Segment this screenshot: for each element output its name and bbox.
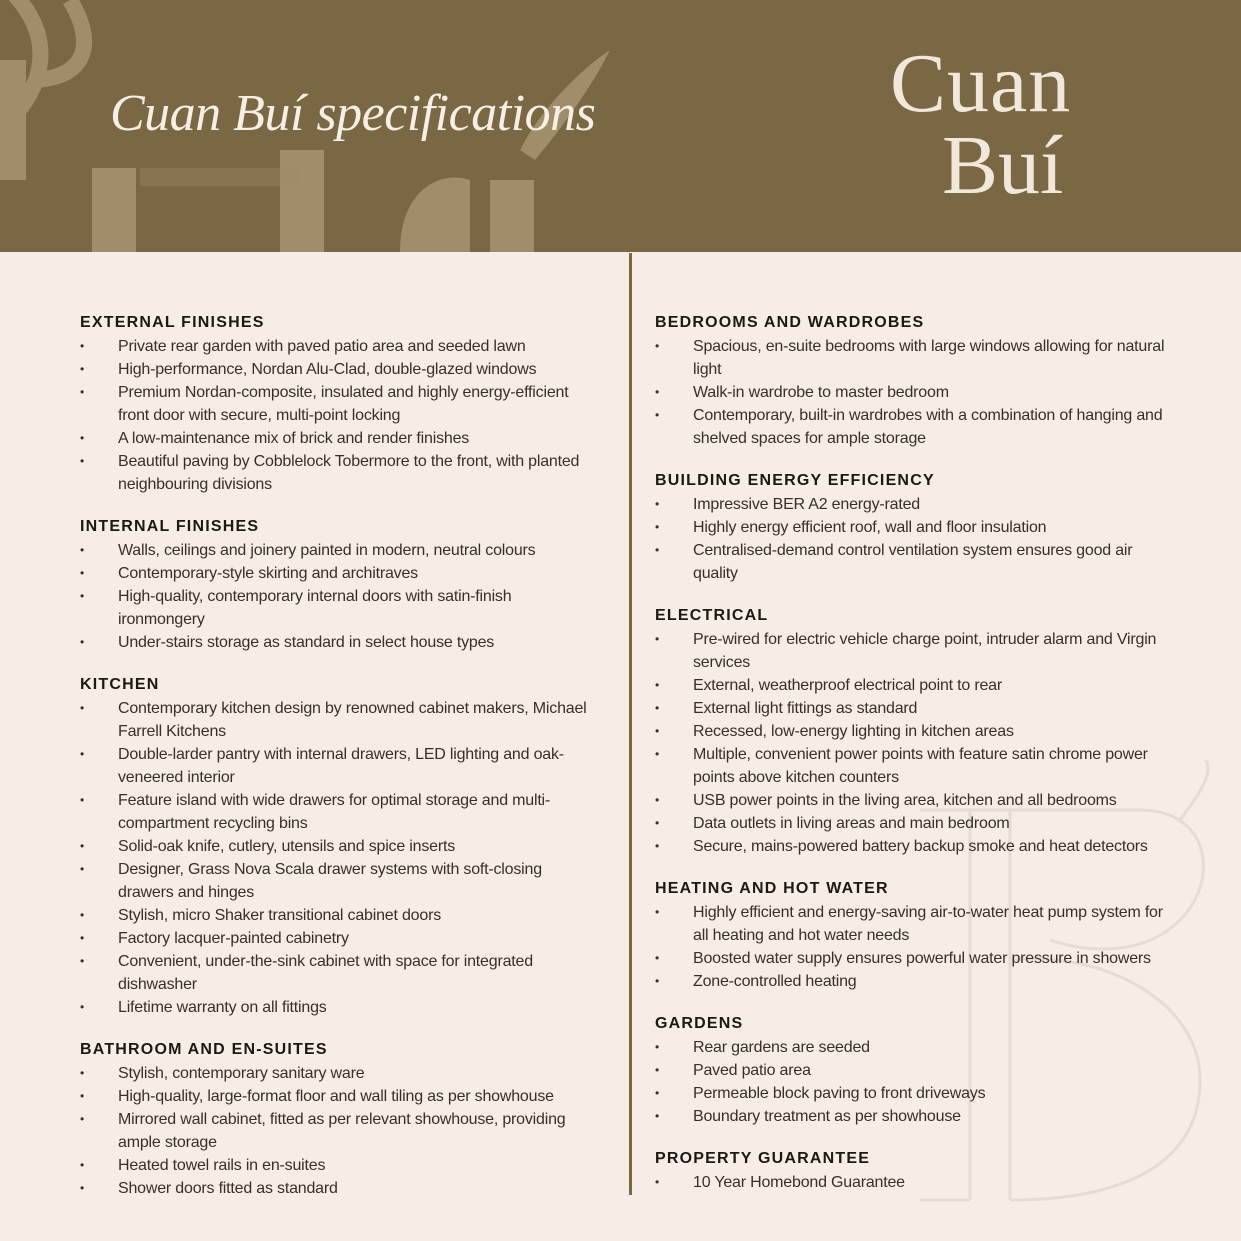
bullet-icon: • bbox=[655, 1063, 660, 1077]
spec-item-text: Factory lacquer-painted cabinetry bbox=[118, 930, 349, 947]
spec-section bbox=[80, 1039, 600, 1200]
bullet-icon: • bbox=[655, 839, 660, 853]
section-heading: BEDROOMS AND WARDROBES bbox=[655, 314, 925, 331]
spec-item-text: USB power points in the living area, kitchen and all bedrooms bbox=[693, 792, 1117, 809]
bullet-icon: • bbox=[655, 339, 660, 353]
spec-item bbox=[655, 628, 1175, 674]
spec-list bbox=[655, 901, 1175, 993]
bullet-icon: • bbox=[80, 1066, 85, 1080]
brand-logo bbox=[880, 38, 1140, 218]
spec-item-text: Designer, Grass Nova Scala drawer systems with soft-closing drawers and hinges bbox=[118, 861, 542, 901]
spec-item-text: Walls, ceilings and joinery painted in modern, neutral colours bbox=[118, 542, 536, 559]
spec-section bbox=[655, 1148, 1175, 1194]
bullet-icon: • bbox=[80, 635, 85, 649]
spec-item-text: Zone-controlled heating bbox=[693, 973, 857, 990]
spec-item-text: Mirrored wall cabinet, fitted as per relevant showhouse, providing ample storage bbox=[118, 1111, 566, 1151]
spec-item bbox=[80, 1154, 600, 1177]
spec-item-text: Beautiful paving by Cobblelock Tobermore to the front, with planted neighbouring divisions bbox=[118, 453, 580, 493]
header-band bbox=[0, 0, 1241, 252]
spec-item bbox=[655, 835, 1175, 858]
bullet-icon: • bbox=[655, 543, 660, 557]
section-heading: KITCHEN bbox=[80, 676, 160, 693]
bullet-icon: • bbox=[80, 339, 85, 353]
spec-item-text: High-quality, contemporary internal doors with satin-finish ironmongery bbox=[118, 588, 512, 628]
spec-item bbox=[655, 743, 1175, 789]
bullet-icon: • bbox=[655, 816, 660, 830]
spec-item bbox=[80, 789, 600, 835]
bullet-icon: • bbox=[80, 454, 85, 468]
section-heading: EXTERNAL FINISHES bbox=[80, 314, 265, 331]
logo-line-1: Cuan bbox=[890, 37, 1072, 130]
spec-item-text: Rear gardens are seeded bbox=[693, 1039, 870, 1056]
page-title: Cuan Buí specifications bbox=[110, 85, 596, 142]
spec-item bbox=[655, 697, 1175, 720]
spec-item bbox=[80, 904, 600, 927]
spec-item-text: Data outlets in living areas and main bedroom bbox=[693, 815, 1010, 832]
spec-item-text: 10 Year Homebond Guarantee bbox=[693, 1174, 905, 1191]
spec-item bbox=[80, 858, 600, 904]
spec-item bbox=[80, 1085, 600, 1108]
bullet-icon: • bbox=[80, 839, 85, 853]
spec-item-text: A low-maintenance mix of brick and render finishes bbox=[118, 430, 470, 447]
section-heading: BATHROOM AND EN-SUITES bbox=[80, 1041, 328, 1058]
bullet-icon: • bbox=[80, 954, 85, 968]
spec-item bbox=[80, 743, 600, 789]
spec-item bbox=[655, 1082, 1175, 1105]
spec-item-text: Spacious, en-suite bedrooms with large windows allowing for natural light bbox=[693, 338, 1165, 378]
bullet-icon: • bbox=[655, 632, 660, 646]
spec-item bbox=[655, 539, 1175, 585]
spec-item bbox=[655, 1059, 1175, 1082]
bullet-icon: • bbox=[80, 385, 85, 399]
spec-item bbox=[80, 697, 600, 743]
spec-item bbox=[655, 789, 1175, 812]
bullet-icon: • bbox=[655, 520, 660, 534]
spec-item-text: External light fittings as standard bbox=[693, 700, 918, 717]
column-divider bbox=[629, 253, 632, 1195]
spec-item-text: Solid-oak knife, cutlery, utensils and spice inserts bbox=[118, 838, 456, 855]
spec-item-text: Multiple, convenient power points with feature satin chrome power points above kitchen counters bbox=[693, 746, 1148, 786]
spec-list bbox=[80, 697, 600, 1019]
bullet-icon: • bbox=[80, 543, 85, 557]
bullet-icon: • bbox=[655, 701, 660, 715]
bullet-icon: • bbox=[655, 974, 660, 988]
spec-item bbox=[655, 1036, 1175, 1059]
spec-section bbox=[80, 674, 600, 1019]
spec-list bbox=[655, 1171, 1175, 1194]
spec-item bbox=[655, 674, 1175, 697]
bullet-icon: • bbox=[80, 1089, 85, 1103]
spec-item-text: Centralised-demand control ventilation system ensures good air quality bbox=[693, 542, 1133, 582]
spec-item bbox=[655, 720, 1175, 743]
spec-item bbox=[80, 996, 600, 1019]
bullet-icon: • bbox=[80, 1000, 85, 1014]
spec-list bbox=[80, 1062, 600, 1200]
spec-item-text: Convenient, under-the-sink cabinet with space for integrated dishwasher bbox=[118, 953, 533, 993]
spec-item bbox=[655, 404, 1175, 450]
left-column bbox=[80, 312, 600, 1220]
bullet-icon: • bbox=[80, 908, 85, 922]
bullet-icon: • bbox=[655, 793, 660, 807]
section-heading: HEATING AND HOT WATER bbox=[655, 880, 889, 897]
spec-section bbox=[655, 312, 1175, 450]
spec-item bbox=[655, 947, 1175, 970]
spec-item bbox=[80, 631, 600, 654]
spec-item-text: High-quality, large-format floor and wall tiling as per showhouse bbox=[118, 1088, 554, 1105]
spec-item-text: Contemporary kitchen design by renowned cabinet makers, Michael Farrell Kitchens bbox=[118, 700, 587, 740]
spec-list bbox=[655, 493, 1175, 585]
section-heading: PROPERTY GUARANTEE bbox=[655, 1150, 871, 1167]
spec-item-text: Permeable block paving to front driveways bbox=[693, 1085, 986, 1102]
spec-section bbox=[80, 312, 600, 496]
spec-item bbox=[80, 1177, 600, 1200]
spec-item-text: Contemporary-style skirting and architraves bbox=[118, 565, 418, 582]
bullet-icon: • bbox=[655, 724, 660, 738]
bullet-icon: • bbox=[80, 862, 85, 876]
section-heading: INTERNAL FINISHES bbox=[80, 518, 260, 535]
spec-item-text: Lifetime warranty on all fittings bbox=[118, 999, 327, 1016]
spec-item-text: Under-stairs storage as standard in select house types bbox=[118, 634, 495, 651]
spec-item-text: Double-larder pantry with internal drawers, LED lighting and oak-veneered interior bbox=[118, 746, 564, 786]
bullet-icon: • bbox=[655, 905, 660, 919]
bullet-icon: • bbox=[655, 497, 660, 511]
bullet-icon: • bbox=[80, 1158, 85, 1172]
bullet-icon: • bbox=[80, 1181, 85, 1195]
bullet-icon: • bbox=[80, 931, 85, 945]
spec-item bbox=[80, 835, 600, 858]
spec-item-text: Paved patio area bbox=[693, 1062, 811, 1079]
spec-item bbox=[80, 585, 600, 631]
bullet-icon: • bbox=[80, 747, 85, 761]
spec-item bbox=[655, 1105, 1175, 1128]
spec-item-text: Highly efficient and energy-saving air-to-water heat pump system for all heating and hot water needs bbox=[693, 904, 1163, 944]
spec-item-text: Boundary treatment as per showhouse bbox=[693, 1108, 961, 1125]
spec-section bbox=[80, 516, 600, 654]
spec-item-text: Pre-wired for electric vehicle charge point, intruder alarm and Virgin services bbox=[693, 631, 1157, 671]
bullet-icon: • bbox=[80, 566, 85, 580]
spec-item-text: External, weatherproof electrical point to rear bbox=[693, 677, 1002, 694]
spec-item-text: Stylish, contemporary sanitary ware bbox=[118, 1065, 365, 1082]
section-heading: BUILDING ENERGY EFFICIENCY bbox=[655, 472, 935, 489]
section-heading: GARDENS bbox=[655, 1015, 744, 1032]
spec-section bbox=[655, 878, 1175, 993]
bullet-icon: • bbox=[655, 385, 660, 399]
spec-item bbox=[80, 562, 600, 585]
spec-item bbox=[655, 901, 1175, 947]
spec-item-text: Shower doors fitted as standard bbox=[118, 1180, 338, 1197]
spec-list bbox=[80, 539, 600, 654]
spec-item-text: Impressive BER A2 energy-rated bbox=[693, 496, 920, 513]
bullet-icon: • bbox=[80, 701, 85, 715]
spec-item-text: Private rear garden with paved patio area and seeded lawn bbox=[118, 338, 526, 355]
spec-list bbox=[80, 335, 600, 496]
spec-item bbox=[80, 1108, 600, 1154]
spec-item bbox=[80, 358, 600, 381]
bullet-icon: • bbox=[655, 951, 660, 965]
spec-item-text: Feature island with wide drawers for optimal storage and multi-compartment recycling bins bbox=[118, 792, 551, 832]
spec-item bbox=[80, 450, 600, 496]
bullet-icon: • bbox=[80, 362, 85, 376]
spec-list bbox=[655, 1036, 1175, 1128]
spec-item bbox=[655, 812, 1175, 835]
bullet-icon: • bbox=[655, 747, 660, 761]
spec-item-text: Boosted water supply ensures powerful water pressure in showers bbox=[693, 950, 1151, 967]
spec-section bbox=[655, 1013, 1175, 1128]
bullet-icon: • bbox=[655, 1109, 660, 1123]
bullet-icon: • bbox=[655, 1086, 660, 1100]
spec-item bbox=[655, 1171, 1175, 1194]
spec-item-text: Heated towel rails in en-suites bbox=[118, 1157, 326, 1174]
spec-item-text: Stylish, micro Shaker transitional cabinet doors bbox=[118, 907, 441, 924]
spec-section bbox=[655, 605, 1175, 858]
bullet-icon: • bbox=[80, 793, 85, 807]
spec-item bbox=[655, 516, 1175, 539]
spec-item bbox=[80, 950, 600, 996]
bullet-icon: • bbox=[655, 1175, 660, 1189]
spec-list bbox=[655, 628, 1175, 858]
spec-item-text: High-performance, Nordan Alu-Clad, double-glazed windows bbox=[118, 361, 537, 378]
spec-item bbox=[655, 335, 1175, 381]
spec-item bbox=[655, 970, 1175, 993]
spec-item bbox=[655, 493, 1175, 516]
spec-item bbox=[655, 381, 1175, 404]
bullet-icon: • bbox=[655, 1040, 660, 1054]
bullet-icon: • bbox=[80, 1112, 85, 1126]
spec-item bbox=[80, 335, 600, 358]
right-column bbox=[655, 312, 1175, 1214]
section-heading: ELECTRICAL bbox=[655, 607, 769, 624]
spec-item bbox=[80, 927, 600, 950]
spec-list bbox=[655, 335, 1175, 450]
spec-item bbox=[80, 381, 600, 427]
logo-line-2: Buí bbox=[942, 119, 1064, 212]
spec-item-text: Premium Nordan-composite, insulated and highly energy-efficient front door with secure, multi-point locking bbox=[118, 384, 569, 424]
spec-item-text: Walk-in wardrobe to master bedroom bbox=[693, 384, 949, 401]
bullet-icon: • bbox=[80, 589, 85, 603]
spec-item-text: Secure, mains-powered battery backup smoke and heat detectors bbox=[693, 838, 1148, 855]
bullet-icon: • bbox=[655, 408, 660, 422]
spec-item bbox=[80, 539, 600, 562]
spec-section bbox=[655, 470, 1175, 585]
spec-item-text: Highly energy efficient roof, wall and floor insulation bbox=[693, 519, 1047, 536]
spec-item bbox=[80, 1062, 600, 1085]
bullet-icon: • bbox=[655, 678, 660, 692]
bullet-icon: • bbox=[80, 431, 85, 445]
spec-item-text: Contemporary, built-in wardrobes with a combination of hanging and shelved spaces for ample storage bbox=[693, 407, 1163, 447]
spec-item-text: Recessed, low-energy lighting in kitchen areas bbox=[693, 723, 1014, 740]
spec-item bbox=[80, 427, 600, 450]
